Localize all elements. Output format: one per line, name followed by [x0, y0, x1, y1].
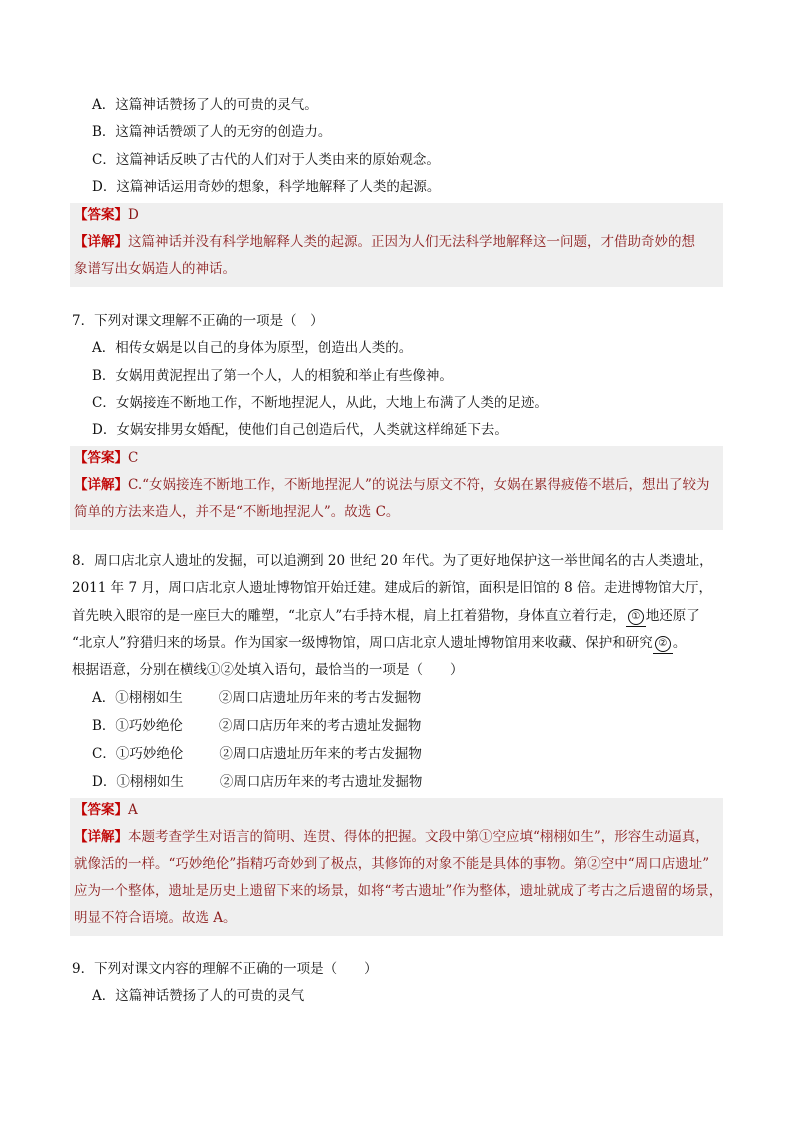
q6-detail-line-1 — [74, 232, 695, 252]
q8-detail-line-2: 就像活的一样。“巧妙绝伦”指精巧奇妙到了极点，其修饰的对象不能是具体的事物。第②空中“周口店遗址” — [74, 856, 710, 872]
q8-option-b-letter: B． — [92, 718, 116, 734]
q8-option-c-part2: ②周口店遗址历年来的考古发掘物 — [219, 746, 422, 762]
q8-stem-line-2: 2011 年 7 月，周口店北京人遗址博物馆开始迁建。建成后的新馆，面积是旧馆的 8 倍。走进博物馆大厅， — [72, 580, 712, 596]
detail-tag: 【详解】 — [74, 234, 128, 250]
q8-option-c — [92, 744, 422, 764]
q7-option-c: C．女娲接连不断地工作，不断地捏泥人，从此，大地上布满了人类的足迹。 — [92, 395, 548, 411]
q7-answer-value: C — [128, 450, 139, 466]
q8-option-d-letter: D． — [92, 774, 117, 790]
q8-stem-line-5: 根据语意，分别在横线①②处填入语句，最恰当的一项是（ ） — [72, 662, 464, 678]
q8-option-d-part2: ②周口店历年来的考古遗址发掘物 — [219, 774, 423, 790]
q8-blank-1-marker: ① — [628, 609, 644, 625]
q8-option-a-part2: ②周口店遗址历年来的考古发掘物 — [218, 690, 422, 706]
q8-answer-line — [74, 800, 138, 820]
q9-stem: 9．下列对课文内容的理解不正确的一项是（ ） — [72, 961, 378, 977]
q8-stem-line-3-text: 首先映入眼帘的是一座巨大的雕塑，“北京人”右手持木棍，肩上扛着猎物，身体直立着行走， — [72, 608, 626, 624]
answer-tag: 【答案】 — [74, 207, 128, 223]
q8-blank-2 — [653, 633, 673, 654]
q6-detail-line-2: 象谱写出女娲造人的神话。 — [74, 261, 236, 277]
q8-stem-line-4 — [72, 633, 686, 654]
q8-option-b-part1: ①巧妙绝伦 — [115, 718, 183, 734]
q6-option-a: A．这篇神话赞扬了人的可贵的灵气。 — [92, 97, 318, 113]
q7-option-b: B．女娲用黄泥捏出了第一个人，人的相貌和举止有些像神。 — [92, 368, 453, 384]
q7-stem: 7．下列对课文理解不正确的一项是（ ） — [72, 313, 324, 329]
q7-detail-line-1 — [74, 475, 709, 495]
q8-stem-line-3 — [72, 606, 700, 627]
q8-option-a — [92, 688, 421, 708]
q8-option-d-part1: ①栩栩如生 — [116, 774, 184, 790]
q6-option-c: C．这篇神话反映了古代的人们对于人类由来的原始观念。 — [92, 152, 440, 168]
q8-option-a-letter: A． — [92, 690, 116, 706]
detail-tag: 【详解】 — [74, 829, 128, 845]
q8-stem-line-4-text: “北京人”狩猎归来的场景。作为国家一级博物馆，周口店北京人遗址博物馆用来收藏、保护和研究 — [72, 635, 653, 651]
q8-blank-1 — [626, 606, 646, 627]
q8-stem-line-3-tail: 地还原了 — [645, 608, 700, 624]
q8-option-a-part1: ①栩栩如生 — [115, 690, 183, 706]
q6-answer-box — [70, 203, 723, 287]
q7-option-a: A．相传女娲是以自己的身体为原型，创造出人类的。 — [92, 340, 413, 356]
q8-option-c-part1: ①巧妙绝伦 — [115, 746, 184, 762]
q8-answer-value: A — [128, 802, 138, 818]
q8-detail-text-1: 本题考查学生对语言的简明、连贯、得体的把握。文段中第①空应填“栩栩如生”，形容生动逼真， — [128, 829, 709, 845]
q7-detail-text-1: C.“女娲接连不断地工作，不断地捏泥人”的说法与原文不符，女娲在累得疲倦不堪后，想出了较为 — [128, 477, 710, 493]
q8-answer-box — [70, 798, 723, 936]
q8-detail-line-3: 应为一个整体，遗址是历史上遗留下来的场景，如将“考古遗址”作为整体，遗址就成了考古之后遗留的场景， — [74, 883, 723, 899]
q8-option-b — [92, 716, 421, 736]
q8-stem-line-4-tail: 。 — [672, 635, 687, 651]
q9-option-a: A．这篇神话赞扬了人的可贵的灵气 — [92, 988, 305, 1004]
q7-detail-line-2: 简单的方法来造人，并不是“不断地捏泥人”。故选 C。 — [74, 504, 400, 520]
q6-detail-text-1: 这篇神话并没有科学地解释人类的起源。正因为人们无法科学地解释这一问题，才借助奇妙的想 — [128, 234, 695, 250]
q7-answer-line — [74, 448, 138, 468]
q8-stem-line-1: 8．周口店北京人遗址的发掘，可以追溯到 20 世纪 20 年代。为了更好地保护这一举世闻名的古人类遗址， — [72, 553, 713, 569]
q6-answer-value: D — [128, 207, 139, 223]
detail-tag: 【详解】 — [74, 477, 128, 493]
q8-detail-line-4: 明显不符合语境。故选 A。 — [74, 910, 237, 926]
q6-option-d: D．这篇神话运用奇妙的想象，科学地解释了人类的起源。 — [92, 179, 441, 195]
q8-option-c-letter: C． — [92, 746, 116, 762]
q7-option-d: D．女娲安排男女婚配，使他们自己创造后代，人类就这样绵延下去。 — [92, 422, 508, 438]
answer-tag: 【答案】 — [74, 450, 128, 466]
q7-answer-box — [70, 446, 723, 530]
q8-option-b-part2: ②周口店历年来的考古遗址发掘物 — [218, 718, 422, 734]
q6-answer-line — [74, 205, 139, 225]
q8-option-d — [92, 772, 422, 792]
q8-blank-2-marker: ② — [655, 636, 671, 652]
q6-option-b: B．这篇神话赞颂了人的无穷的创造力。 — [92, 124, 332, 140]
answer-tag: 【答案】 — [74, 802, 128, 818]
q8-detail-line-1 — [74, 827, 709, 847]
